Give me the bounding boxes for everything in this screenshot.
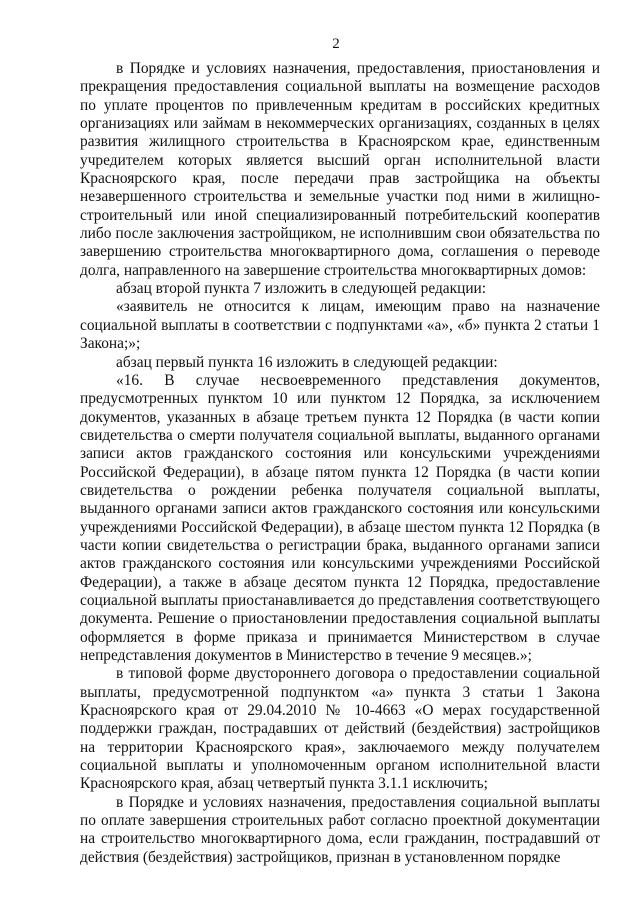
- document-body: [80, 60, 600, 867]
- paragraph-item-7-text: «заявитель не относится к лицам, имеющим право на назначение социальной выплаты в соответствии с подпунктами «а», «б» пункта 2 статьи 1 Закона;»;: [80, 298, 600, 353]
- paragraph-procedure-intro: в Порядке и условиях назначения, предоставления, приостановления и прекращения предоставления социальной выплаты на возмещение расходов по уплате процентов по привлеченным кредитам в российских кредитных организациях или займам в некоммерческих организациях, созданных в целях развития жилищного строительства в Красноярском крае, единственным учредителем которых является высший орган исполнительной власти Красноярского края, после передачи прав застройщика на объекты незавершенного строительства и земельные участки под ними в жилищно-строительный или иной специализированный потребительский кооператив либо после заключения застройщиком, не исполнившим свои обязательства по завершению строительства многоквартирного дома, соглашения о переводе долга, направленного на завершение строительства многоквартирных домов:: [80, 60, 600, 279]
- paragraph-procedure-completion: в Порядке и условиях назначения, предоставления социальной выплаты по оплате завершения строительных работ согласно проектной документации на строительство многоквартирного дома, если гражданин, пострадавший от действия (бездействия) застройщиков, признан в установленном порядке: [80, 793, 600, 866]
- paragraph-contract-form: в типовой форме двустороннего договора о предоставлении социальной выплаты, предусмотренной подпунктом «а» пункта 3 статьи 1 Закона Красноярского края от 29.04.2010 № 10-4663 «О мерах государственной поддержки граждан, пострадавших от действий (бездействия) застройщиков на территории Красноярского края», заключаемого между получателем социальной выплаты и уполномоченным органом исполнительной власти Красноярского края, абзац четвертый пункта 3.1.1 исключить;: [80, 665, 600, 793]
- paragraph-amend-item-16: абзац первый пункта 16 изложить в следующей редакции:: [116, 353, 498, 371]
- paragraph-item-16-text: «16. В случае несвоевременного представления документов, предусмотренных пунктом 10 или пунктом 12 Порядка, за исключением документов, указанных в абзаце третьем пункта 12 Порядка (в части копии свидетельства о смерти получателя социальной выплаты, выданного органами записи актов гражданского состояния или консульскими учреждениями Российской Федерации), в абзаце пятом пункта 12 Порядка (в части копии свидетельства о рождении ребенка получателя социальной выплаты, выданного органами записи актов гражданского состояния или консульскими учреждениями Российской Федерации), в абзаце шестом пункта 12 Порядка (в части копии свидетельства о регистрации брака, выданного органами записи актов гражданского состояния или консульскими учреждениями Российской Федерации), а также в абзаце десятом пункта 12 Порядка, предоставление социальной выплаты приостанавливается до представления соответствующего документа. Решение о приостановлении предоставления социальной выплаты оформляется в форме приказа и принимается Министерством в случае непредставления документов в Министерство в течение 9 месяцев.»;: [80, 371, 600, 664]
- page-number: 2: [332, 36, 340, 52]
- paragraph-amend-item-7: абзац второй пункта 7 изложить в следующей редакции:: [116, 280, 487, 298]
